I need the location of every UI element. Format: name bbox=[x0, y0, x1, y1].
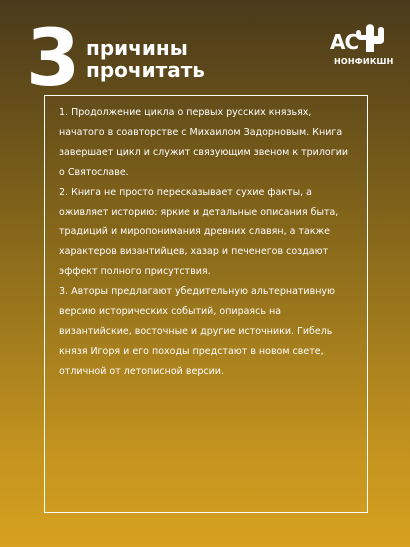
reasons-frame bbox=[44, 95, 368, 513]
logo-brand: АС bbox=[330, 30, 359, 54]
big-number: 3 bbox=[26, 14, 81, 104]
reason-1: 1. Продолжение цикла о первых русских князьях, начатого в соавторстве с Михаилом Задорновым. Книга завершает цикл и служит связующим звеном к трилогии о Святославе. bbox=[59, 107, 349, 178]
title-line-1: причины bbox=[86, 36, 188, 60]
reason-3: 3. Авторы предлагают убедительную альтернативную версию исторических событий, опираясь на византийские, восточные и другие источники. Гибель князя Игоря и его походы предстают в новом свете, отличной от летописной версии. bbox=[59, 286, 336, 377]
logo-imprint: НОНФИКШН bbox=[334, 57, 394, 66]
title-line-2: прочитать bbox=[86, 58, 205, 82]
publisher-logo bbox=[330, 16, 402, 76]
reason-2: 2. Книга не просто пересказывает сухие факты, а оживляет историю: яркие и детальные описания быта, традиций и миропонимания древних славян, а также характеров византийцев, хазар и печенегов создают эффект полного присутствия. bbox=[59, 186, 339, 278]
page-title bbox=[86, 37, 205, 81]
